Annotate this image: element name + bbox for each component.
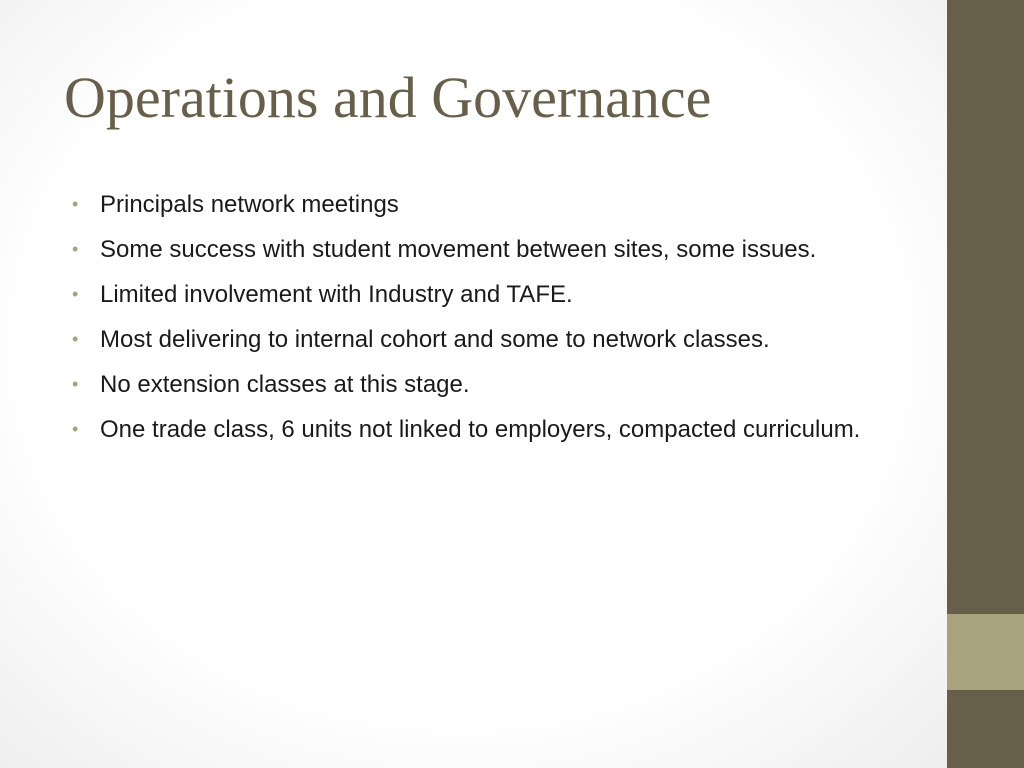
bullet-dot-icon: • <box>72 374 79 394</box>
bullet-item <box>72 411 872 448</box>
bullet-text: No extension classes at this stage. <box>100 371 470 398</box>
bullet-dot-icon: • <box>72 239 79 259</box>
bullet-text: Some success with student movement between sites, some issues. <box>100 236 817 263</box>
bullet-item <box>72 186 872 223</box>
bullet-dot-icon: • <box>72 419 79 439</box>
bullet-item <box>72 276 872 313</box>
bullet-dot-icon: • <box>72 194 79 214</box>
bullet-dot-icon: • <box>72 329 79 349</box>
bullet-item <box>72 321 872 358</box>
bullet-item <box>72 366 872 403</box>
bullet-text: Limited involvement with Industry and TAFE. <box>100 281 573 308</box>
bullet-text: Most delivering to internal cohort and some to network classes. <box>100 326 770 353</box>
bullet-dot-icon: • <box>72 284 79 304</box>
bullet-text: Principals network meetings <box>100 191 399 218</box>
slide-title: Operations and Governance <box>64 65 712 130</box>
bullet-list <box>72 186 872 456</box>
sidebar-accent-block <box>947 614 1024 690</box>
bullet-item <box>72 231 872 268</box>
bullet-text: One trade class, 6 units not linked to employers, compacted curriculum. <box>100 416 861 443</box>
